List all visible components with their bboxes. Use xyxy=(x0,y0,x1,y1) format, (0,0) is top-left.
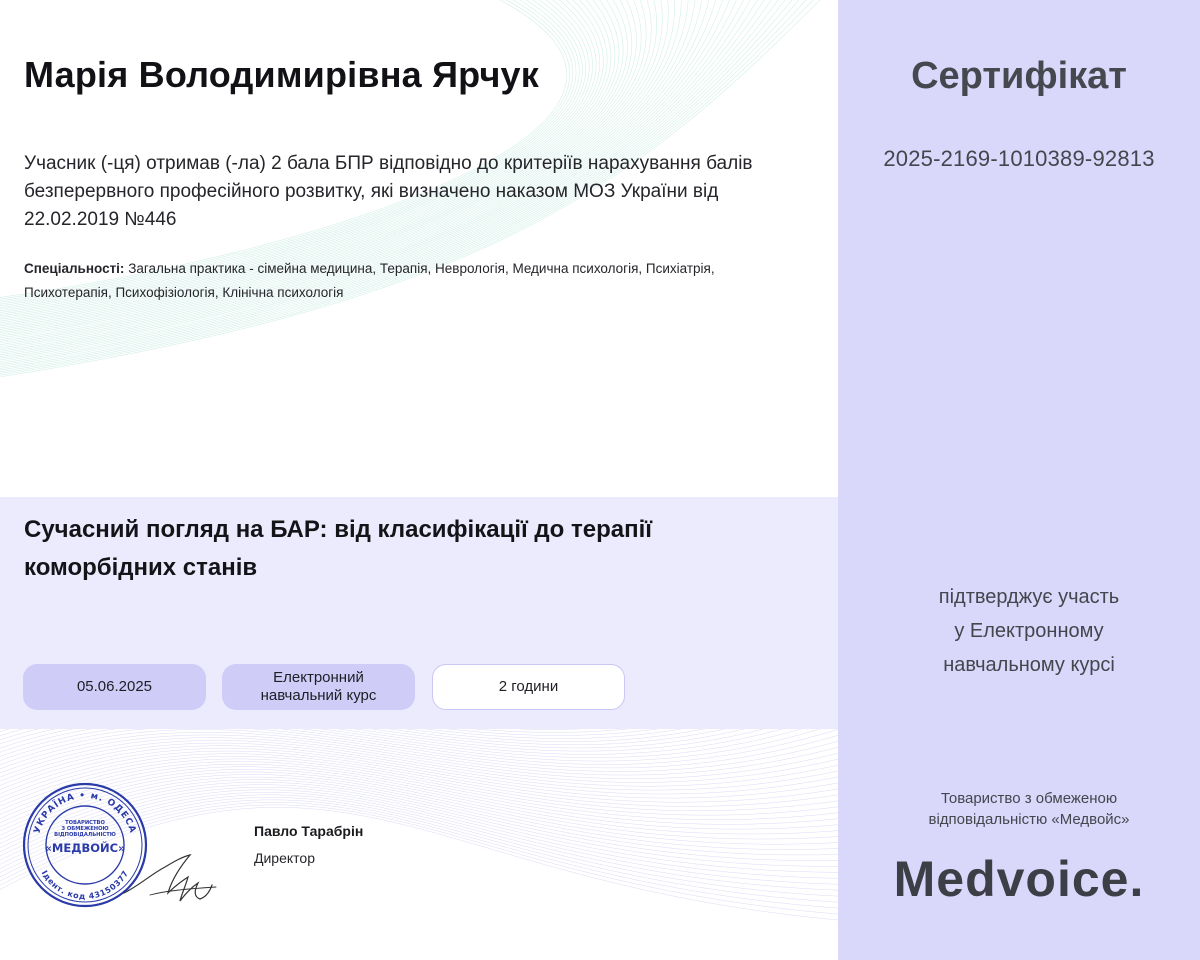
course-hours: 2 години xyxy=(498,678,559,695)
specialties-label: Спеціальності: xyxy=(24,261,125,276)
certificate-number: 2025-2169-1010389-92813 xyxy=(883,146,1155,171)
stamp-inner-line-1: ТОВАРИСТВО xyxy=(65,820,105,826)
signer-name: Павло Тарабрін xyxy=(254,823,364,839)
bpr-statement: Учасник (-ця) отримав (-ла) 2 бала БПР відповідно до критеріїв нарахування балів безперервного професійного розвитку, які визначено наказом МОЗ України від 22.02.2019 №446 xyxy=(24,153,753,230)
course-title: Сучасний погляд на БАР: від класифікації до терапії коморбідних станів xyxy=(24,516,652,581)
company-name-line-2: відповідальністю «Медвойс» xyxy=(928,811,1130,828)
confirmation-line-2: у Електронному xyxy=(954,620,1104,642)
signer-role: Директор xyxy=(254,850,315,866)
stamp-inner-line-3: ВІДПОВІДАЛЬНІСТЮ xyxy=(54,832,116,838)
certificate-title: Сертифікат xyxy=(911,55,1127,97)
confirmation-text xyxy=(838,580,1200,682)
stamp-inner-line-2: З ОБМЕЖЕНОЮ xyxy=(61,826,109,832)
wave-line xyxy=(0,729,838,772)
recipient-name: Марія Володимирівна Ярчук xyxy=(24,54,539,95)
specialties xyxy=(24,257,804,305)
course-format-badge xyxy=(222,664,415,710)
course-date: 05.06.2025 xyxy=(76,678,153,695)
company-name xyxy=(838,788,1200,830)
wave-line xyxy=(0,735,838,781)
confirmation-line-3: навчальному курсі xyxy=(943,654,1115,676)
course-date-badge xyxy=(23,664,206,710)
confirmation-line-1: підтверджує участь xyxy=(938,586,1120,608)
director-signature xyxy=(120,845,220,910)
course-format: Електронний навчальний курс xyxy=(260,669,377,704)
stamp-top-text: УКРАЇНА • м. ОДЕСА xyxy=(32,790,138,835)
stamp-bottom-text: Ідент. код 43150377 xyxy=(39,868,131,902)
medvoice-logo: Medvoice. xyxy=(893,851,1145,907)
company-name-line-1: Товариство з обмеженою xyxy=(940,790,1118,807)
specialties-list: Загальна практика - сімейна медицина, Терапія, Неврологія, Медична психологія, Психіатрія, Психотерапія, Психофізіологія, Клінічна психологія xyxy=(24,261,715,300)
course-hours-badge xyxy=(432,664,625,710)
stamp-company-name: «МЕДВОЙС» xyxy=(44,841,126,855)
